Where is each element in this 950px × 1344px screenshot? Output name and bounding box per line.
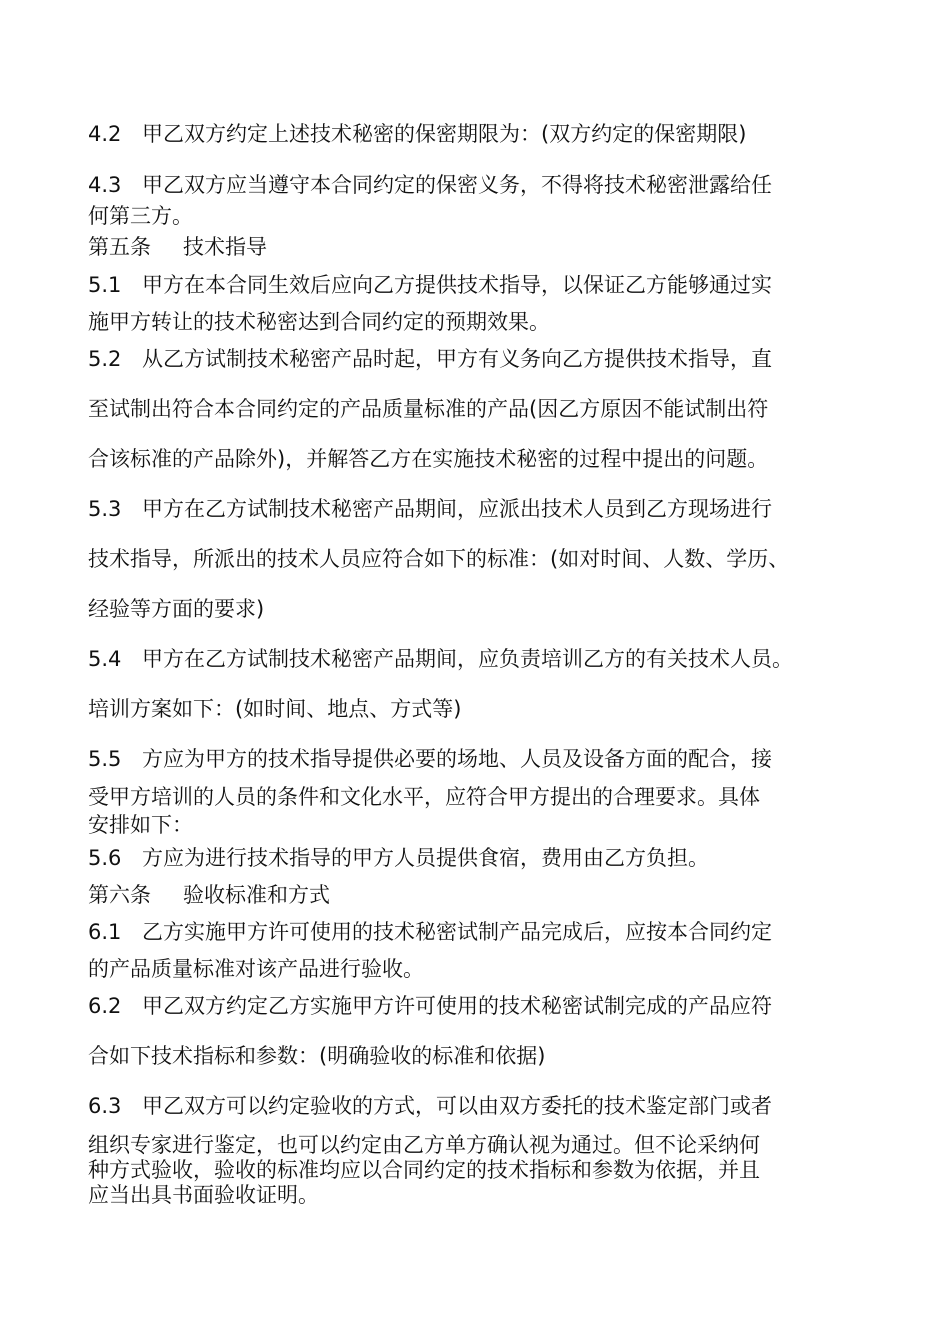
clause-5-3-line-2: 技术指导，所派出的技术人员应符合如下的标准：(如对时间、人数、学历、 bbox=[88, 547, 790, 571]
clause-text: 方应为甲方的技术指导提供必要的场地、人员及设备方面的配合，接 bbox=[142, 747, 772, 771]
clause-6-1-line-2: 的产品质量标准对该产品进行验收。 bbox=[88, 957, 424, 981]
clause-5-5-line-1 bbox=[88, 749, 772, 773]
clause-text: 甲乙双方可以约定验收的方式，可以由双方委托的技术鉴定部门或者 bbox=[142, 1094, 772, 1118]
clause-number: 5.3 bbox=[88, 497, 122, 521]
clause-5-2-line-2: 至试制出符合本合同约定的产品质量标准的产品(因乙方原因不能试制出符 bbox=[88, 397, 769, 421]
clause-number: 6.1 bbox=[88, 920, 122, 944]
clause-text: 甲方在乙方试制技术秘密产品期间，应负责培训乙方的有关技术人员。 bbox=[142, 647, 793, 671]
clause-text: 甲乙双方约定上述技术秘密的保密期限为：(双方约定的保密期限) bbox=[142, 122, 747, 146]
article-label: 第五条 bbox=[88, 235, 151, 259]
clause-number: 6.2 bbox=[88, 994, 122, 1018]
clause-number: 4.3 bbox=[88, 173, 122, 197]
clause-5-6 bbox=[88, 848, 709, 872]
clause-6-3-line-1 bbox=[88, 1096, 772, 1120]
clause-5-1-line-2: 施甲方转让的技术秘密达到合同约定的预期效果。 bbox=[88, 310, 550, 334]
clause-5-4-line-1 bbox=[88, 649, 793, 673]
clause-6-3-line-4: 应当出具书面验收证明。 bbox=[88, 1183, 319, 1207]
clause-5-3-line-3: 经验等方面的要求) bbox=[88, 597, 265, 621]
clause-6-3-line-2: 组织专家进行鉴定，也可以约定由乙方单方确认视为通过。但不论采纳何 bbox=[88, 1133, 760, 1157]
clause-number: 5.5 bbox=[88, 747, 122, 771]
clause-text: 方应为进行技术指导的甲方人员提供食宿，费用由乙方负担。 bbox=[142, 846, 709, 870]
clause-6-1-line-1 bbox=[88, 922, 772, 946]
clause-text: 甲方在乙方试制技术秘密产品期间，应派出技术人员到乙方现场进行 bbox=[142, 497, 772, 521]
article-5-heading bbox=[88, 237, 267, 261]
clause-text: 甲乙双方约定乙方实施甲方许可使用的技术秘密试制完成的产品应符 bbox=[142, 994, 772, 1018]
clause-number: 5.4 bbox=[88, 647, 122, 671]
clause-text: 乙方实施甲方许可使用的技术秘密试制产品完成后，应按本合同约定 bbox=[142, 920, 772, 944]
article-title: 技术指导 bbox=[183, 235, 267, 259]
clause-5-2-line-3: 合该标准的产品除外)，并解答乙方在实施技术秘密的过程中提出的问题。 bbox=[88, 447, 769, 471]
clause-number: 5.2 bbox=[88, 347, 122, 371]
clause-number: 4.2 bbox=[88, 122, 122, 146]
clause-text: 甲方在本合同生效后应向乙方提供技术指导，以保证乙方能够通过实 bbox=[142, 273, 772, 297]
clause-5-4-line-2: 培训方案如下：(如时间、地点、方式等) bbox=[88, 697, 462, 721]
article-title: 验收标准和方式 bbox=[183, 883, 330, 907]
clause-6-2-line-2: 合如下技术指标和参数：(明确验收的标准和依据) bbox=[88, 1044, 546, 1068]
clause-4-3-line-1 bbox=[88, 175, 772, 199]
clause-4-3-line-2: 何第三方。 bbox=[88, 204, 193, 228]
clause-4-2 bbox=[88, 124, 746, 148]
clause-5-3-line-1 bbox=[88, 499, 772, 523]
clause-6-3-line-3: 种方式验收，验收的标准均应以合同约定的技术指标和参数为依据，并且 bbox=[88, 1158, 760, 1182]
clause-5-2-line-1 bbox=[88, 349, 772, 373]
clause-number: 5.6 bbox=[88, 846, 122, 870]
clause-5-5-line-3: 安排如下： bbox=[88, 813, 193, 837]
clause-text: 从乙方试制技术秘密产品时起，甲方有义务向乙方提供技术指导，直 bbox=[142, 347, 772, 371]
clause-6-2-line-1 bbox=[88, 996, 772, 1020]
article-6-heading bbox=[88, 885, 330, 909]
article-label: 第六条 bbox=[88, 883, 151, 907]
clause-number: 5.1 bbox=[88, 273, 122, 297]
clause-5-1-line-1 bbox=[88, 275, 772, 299]
clause-5-5-line-2: 受甲方培训的人员的条件和文化水平，应符合甲方提出的合理要求。具体 bbox=[88, 785, 760, 809]
clause-number: 6.3 bbox=[88, 1094, 122, 1118]
clause-text: 甲乙双方应当遵守本合同约定的保密义务，不得将技术秘密泄露给任 bbox=[142, 173, 772, 197]
